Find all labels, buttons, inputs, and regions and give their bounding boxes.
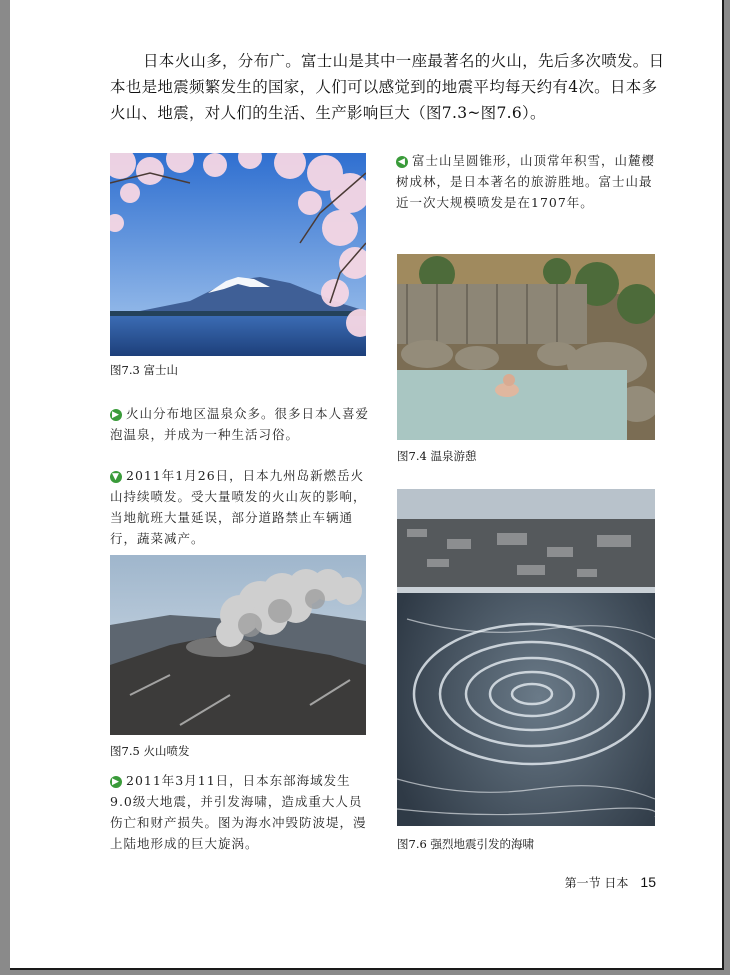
tsunami-whirlpool-photo — [397, 489, 655, 826]
intro-paragraph: 日本火山多，分布广。富士山是其中一座最著名的火山，先后多次喷发。日本也是地震频繁发生的国家，人们可以感觉到的地震平均每天约有4次。日本多火山、地震，对人们的生活、生产影响巨大（图7.3~图7.6）。 — [110, 52, 665, 122]
volcano-eruption-photo — [110, 555, 366, 735]
onsen-note — [110, 403, 372, 445]
fuji-caption: 图7.3 富士山 — [110, 363, 178, 377]
page-footer — [565, 874, 656, 891]
arrow-right-icon: ▶ — [110, 409, 122, 421]
fuji-note — [396, 150, 658, 213]
arrow-right-icon: ▶ — [110, 776, 122, 788]
onsen-photo — [397, 254, 655, 440]
page-number: 15 — [640, 874, 656, 890]
onsen-caption: 图7.4 温泉游憩 — [397, 449, 477, 463]
section-title: 第一节 日本 — [564, 876, 629, 890]
onsen-note-text: 火山分布地区温泉众多。很多日本人喜爱泡温泉，并成为一种生活习俗。 — [110, 406, 370, 442]
arrow-down-icon: ▼ — [110, 471, 122, 483]
arrow-left-icon: ◀ — [396, 156, 408, 168]
tsunami-note-text: 2011年3月11日，日本东部海域发生9.0级大地震，并引发海啸，造成重大人员伤亡和财产损失。图为海水冲毁防波堤，漫上陆地形成的巨大旋涡。 — [110, 773, 367, 851]
volcano-caption: 图7.5 火山喷发 — [110, 744, 190, 758]
tsunami-note — [110, 770, 372, 854]
volcano-note-text: 2011年1月26日，日本九州岛新燃岳火山持续喷发。受大量喷发的火山灰的影响，当地航班大量延误，部分道路禁止车辆通行，蔬菜减产。 — [110, 468, 367, 546]
mount-fuji-photo — [110, 153, 366, 356]
volcano-note — [110, 465, 372, 549]
tsunami-caption: 图7.6 强烈地震引发的海啸 — [397, 837, 534, 851]
textbook-page — [10, 0, 724, 970]
fuji-note-text: 富士山呈圆锥形，山顶常年积雪，山麓樱树成林，是日本著名的旅游胜地。富士山最近一次大规模喷发是在1707年。 — [396, 153, 656, 210]
